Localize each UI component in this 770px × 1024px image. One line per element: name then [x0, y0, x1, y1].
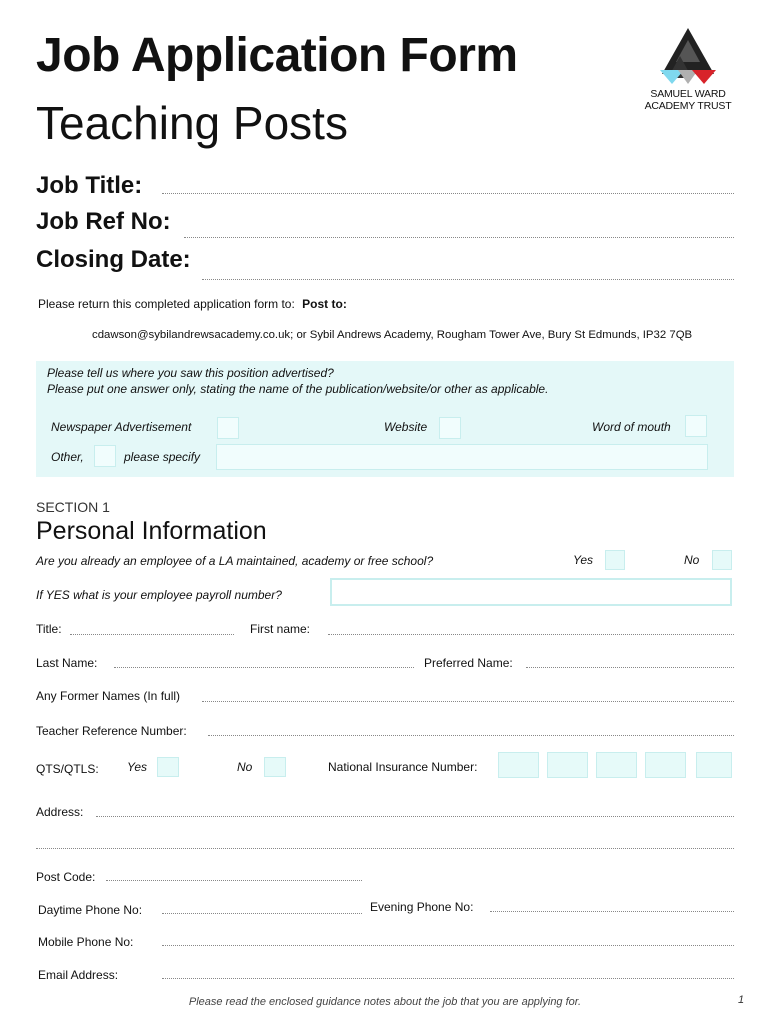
return-address: cdawson@sybilandrewsacademy.co.uk; or Sybil Andrews Academy, Rougham Tower Ave, Bury St Edmunds, IP32 7QB [92, 329, 693, 341]
return-text: Please return this completed application form to: [38, 297, 295, 311]
first-name-field[interactable] [328, 634, 734, 635]
qts-no-label: No [237, 760, 253, 774]
preferred-name-label: Preferred Name: [424, 656, 513, 670]
section-title: Personal Information [36, 517, 267, 545]
job-title-label: Job Title: [36, 172, 143, 199]
qts-no-checkbox[interactable] [264, 757, 286, 777]
form-subtitle: Teaching Posts [36, 97, 348, 149]
ni-number-box-5[interactable] [696, 752, 732, 778]
logo-text-line2: ACADEMY TRUST [644, 100, 732, 112]
qts-label: QTS/QTLS: [36, 762, 99, 776]
address-field-line1[interactable] [96, 816, 734, 817]
employee-yes-checkbox[interactable] [605, 550, 625, 570]
evening-phone-label: Evening Phone No: [370, 900, 474, 914]
address-field-line2[interactable] [36, 848, 734, 849]
closing-date-field[interactable] [202, 279, 734, 280]
email-label: Email Address: [38, 968, 119, 982]
evening-phone-field[interactable] [490, 911, 734, 912]
daytime-phone-label: Daytime Phone No: [38, 903, 143, 917]
footer-note: Please read the enclosed guidance notes about the job that you are applying for. [188, 996, 582, 1008]
section-label: SECTION 1 [36, 499, 110, 515]
address-label: Address: [36, 805, 84, 819]
ni-number-box-2[interactable] [547, 752, 588, 778]
other-specify-input[interactable] [216, 444, 708, 470]
teacher-ref-field[interactable] [208, 735, 734, 736]
trust-logo-text [640, 88, 736, 112]
qts-yes-label: Yes [127, 760, 148, 774]
advert-question-1: Please tell us where you saw this position advertised? [47, 366, 334, 380]
ni-number-label: National Insurance Number: [328, 760, 478, 774]
employee-yes-label: Yes [573, 553, 594, 567]
logo-text-line1: SAMUEL WARD [650, 88, 726, 100]
employee-no-checkbox[interactable] [712, 550, 732, 570]
post-to-label: Post to: [302, 297, 347, 311]
payroll-number-input[interactable] [330, 578, 732, 606]
advert-question-2: Please put one answer only, stating the name of the publication/website/or other as applicable. [47, 382, 549, 396]
daytime-phone-field[interactable] [162, 913, 362, 914]
newspaper-checkbox[interactable] [217, 417, 239, 439]
postcode-label: Post Code: [36, 870, 96, 884]
other-checkbox[interactable] [94, 445, 116, 467]
website-checkbox[interactable] [439, 417, 461, 439]
ni-number-box-1[interactable] [498, 752, 539, 778]
job-ref-field[interactable] [184, 237, 734, 238]
payroll-question: If YES what is your employee payroll number? [36, 588, 282, 602]
title-field[interactable] [70, 634, 234, 635]
word-of-mouth-checkbox[interactable] [685, 415, 707, 437]
former-names-field[interactable] [202, 701, 734, 702]
preferred-name-field[interactable] [526, 667, 734, 668]
employee-question: Are you already an employee of a LA maintained, academy or free school? [36, 554, 434, 568]
ni-number-box-4[interactable] [645, 752, 686, 778]
postcode-field[interactable] [106, 880, 362, 881]
job-title-field[interactable] [162, 193, 734, 194]
website-option-label: Website [384, 420, 428, 434]
other-option-label: Other, [51, 450, 84, 464]
former-names-label: Any Former Names (In full) [36, 689, 181, 703]
closing-date-label: Closing Date: [36, 246, 191, 273]
employee-no-label: No [684, 553, 700, 567]
mobile-phone-field[interactable] [162, 945, 734, 946]
teacher-ref-label: Teacher Reference Number: [36, 724, 187, 738]
word-of-mouth-option-label: Word of mouth [592, 420, 671, 434]
title-label: Title: [36, 622, 62, 636]
job-ref-label: Job Ref No: [36, 208, 171, 235]
return-instructions [38, 297, 347, 311]
last-name-field[interactable] [114, 667, 414, 668]
form-title: Job Application Form [36, 29, 518, 82]
mobile-phone-label: Mobile Phone No: [38, 935, 134, 949]
email-field[interactable] [162, 978, 734, 979]
last-name-label: Last Name: [36, 656, 98, 670]
first-name-label: First name: [250, 622, 311, 636]
page-number: 1 [738, 994, 745, 1006]
newspaper-option-label: Newspaper Advertisement [51, 420, 192, 434]
please-specify-label: please specify [124, 450, 201, 464]
ni-number-box-3[interactable] [596, 752, 637, 778]
qts-yes-checkbox[interactable] [157, 757, 179, 777]
